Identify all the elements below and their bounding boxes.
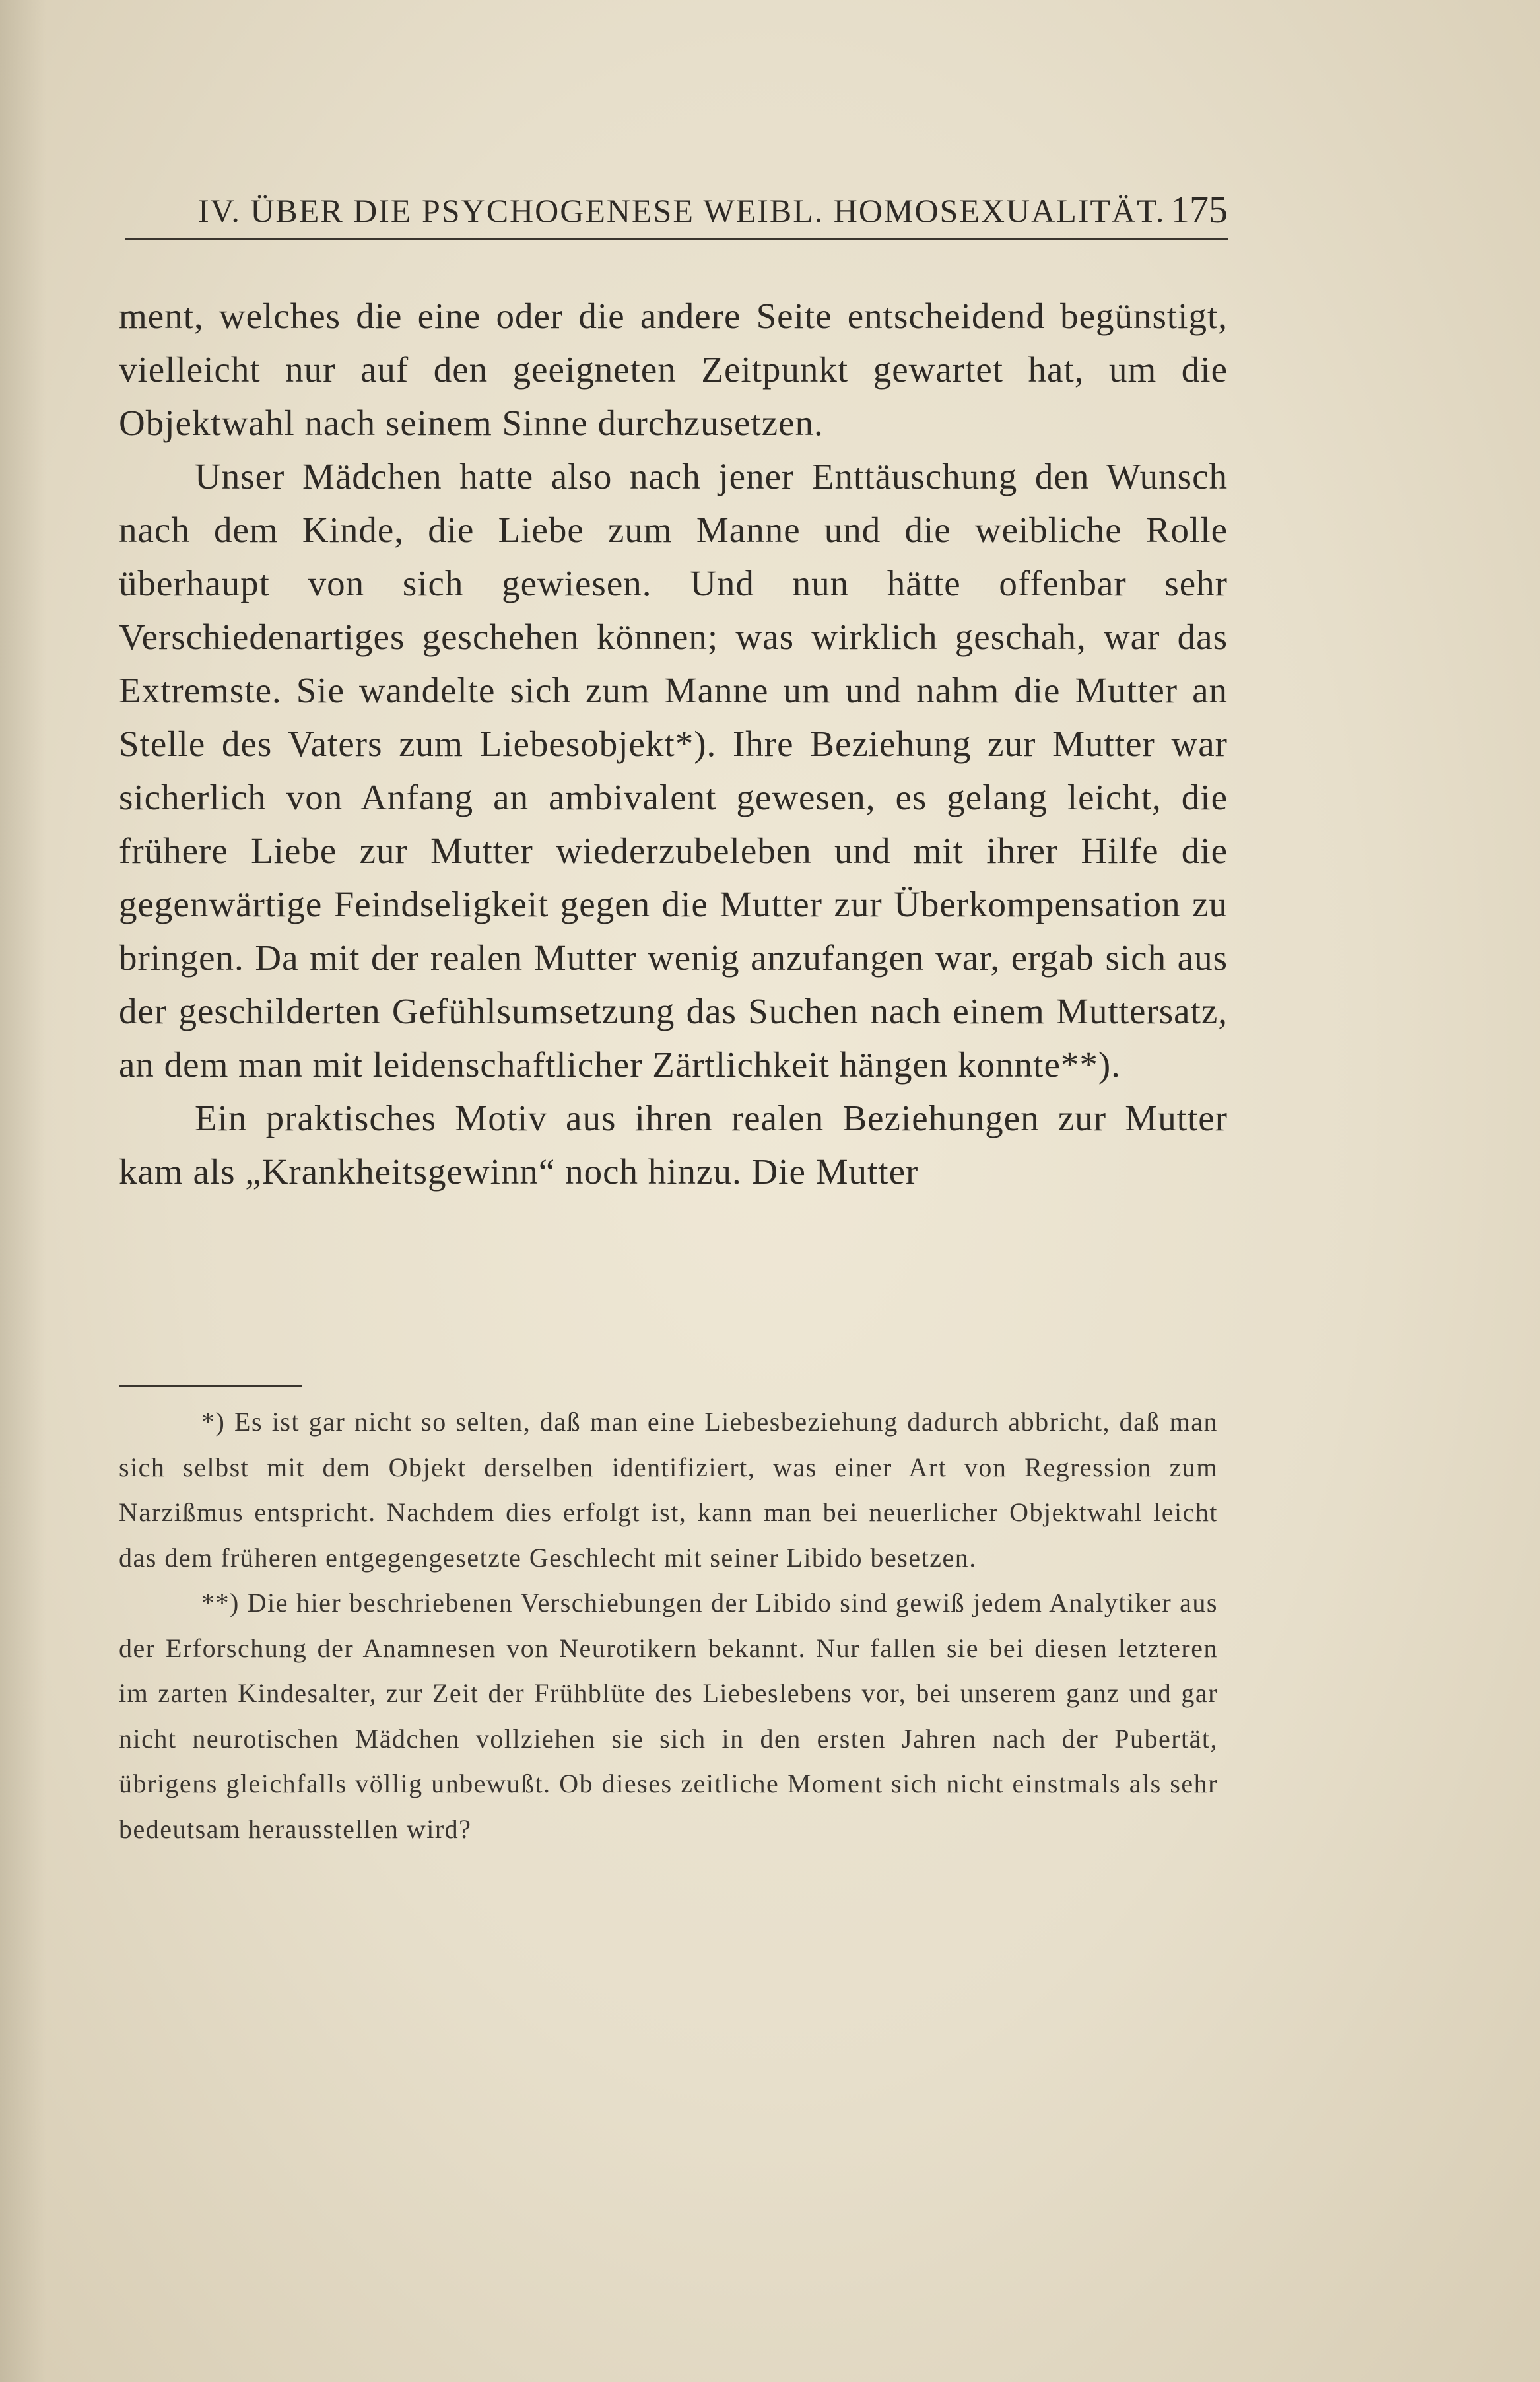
footnote-1: *) Es ist gar nicht so selten, daß man eine Liebesbeziehung dadurch abbricht, daß man sich selbst mit dem Objekt derselben identifiziert, was einer Art von Regression zum Narzißmus entspricht. Nachdem dies erfolgt ist, kann man bei neuerlicher Objektwahl leicht das dem früheren entgegengesetzte Geschlecht mit seiner Libido besetzen.	[119, 1407, 1218, 1573]
footnote-2: **) Die hier beschriebenen Verschiebungen der Libido sind gewiß jedem Analytiker aus der Erforschung der Anamnesen von Neurotikern bekannt. Nur fallen sie bei diesen letzteren im zarten Kindesalter, zur Zeit der Frühblüte des Liebeslebens vor, bei unserem ganz und gar nicht neurotischen Mädchen vollziehen sie sich in den ersten Jahren nach der Pubertät, übrigens gleichfalls völlig unbewußt. Ob dieses zeitliche Moment sich nicht einstmals als sehr bedeutsam herausstellen wird?	[119, 1588, 1218, 1844]
paragraph: Ein praktisches Motiv aus ihren realen Beziehungen zur Mutter kam als „Krankheitsgewinn“ noch hinzu. Die Mutter	[119, 1098, 1228, 1192]
page-number: 175	[1170, 188, 1228, 231]
page-header	[125, 185, 1228, 240]
paragraph-continued: ment, welches die eine oder die andere Seite entscheidend begünstigt, vielleicht nur auf den geeigneten Zeitpunkt gewartet hat, um die Objektwahl nach seinem Sinne durchzusetzen.	[119, 296, 1228, 443]
footnotes	[119, 1400, 1218, 1852]
running-head: IV. ÜBER DIE PSYCHOGENESE WEIBL. HOMOSEXUALITÄT.	[198, 192, 1166, 229]
paragraph: Unser Mädchen hatte also nach jener Enttäuschung den Wunsch nach dem Kinde, die Liebe zum Manne und die weibliche Rolle überhaupt von sich gewiesen. Und nun hätte offenbar sehr Verschiedenartiges geschehen können; was wirklich geschah, war das Extremste. Sie wandelte sich zum Manne um und nahm die Mutter an Stelle des Vaters zum Liebesobjekt*). Ihre Beziehung zur Mutter war sicherlich von Anfang an ambivalent gewesen, es gelang leicht, die frühere Liebe zur Mutter wiederzubeleben und mit ihrer Hilfe die gegenwärtige Feindseligkeit gegen die Mutter zur Überkompensation zu bringen. Da mit der realen Mutter wenig anzufangen war, ergab sich aus der geschilderten Gefühlsumsetzung das Suchen nach einem Muttersatz, an dem man mit leidenschaftlicher Zärtlichkeit hängen konnte**).	[119, 456, 1228, 1085]
spine-shadow	[0, 0, 46, 2382]
footnote-divider	[119, 1385, 302, 1387]
main-text	[119, 289, 1228, 1198]
